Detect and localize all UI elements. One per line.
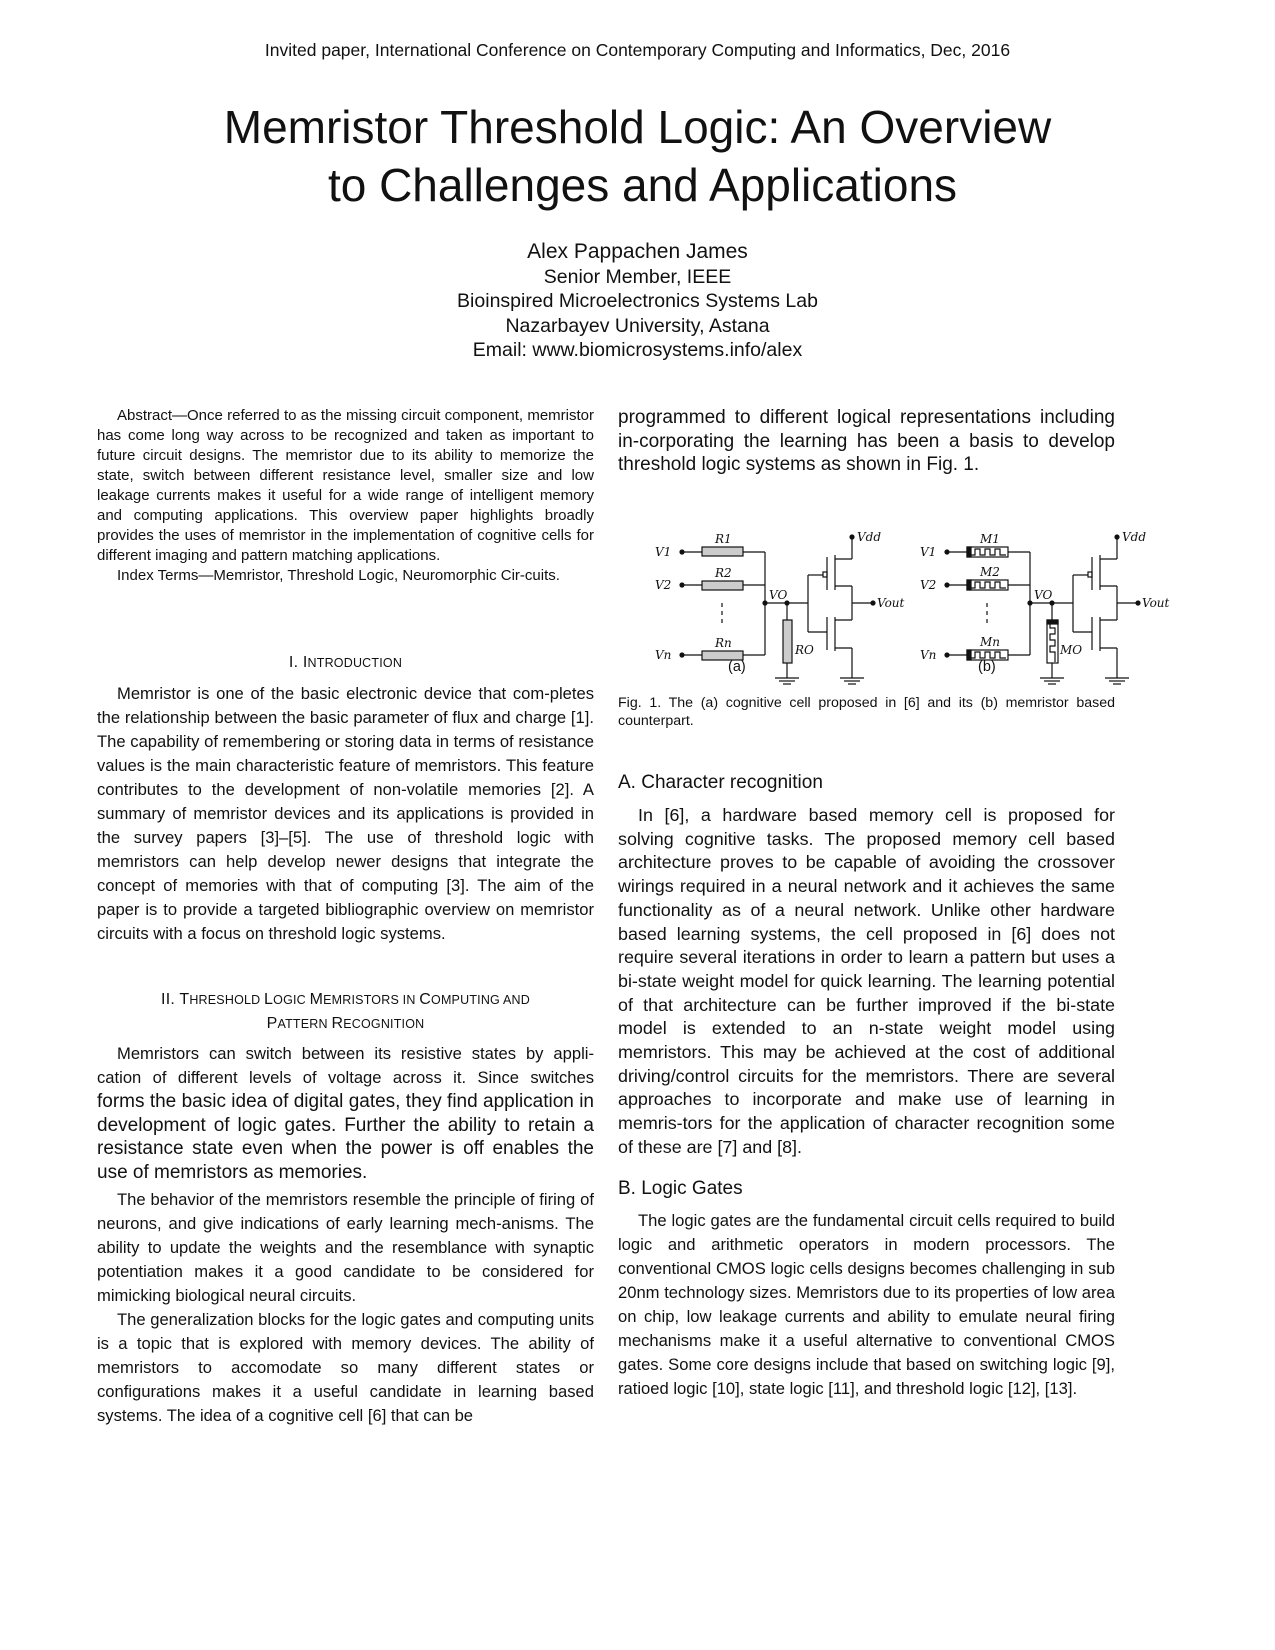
resistor-r2	[702, 581, 743, 590]
paper-title	[0, 98, 1275, 214]
heading-part: R	[331, 1015, 344, 1032]
subfigure-b-label: (b)	[978, 659, 996, 675]
heading-part: ATTERN	[277, 1017, 332, 1031]
circuit-a	[680, 535, 875, 684]
heading-line-1	[97, 988, 594, 1012]
author-lab: Bioinspired Microelectronics Systems Lab	[457, 290, 818, 312]
section-a-body	[618, 804, 1115, 1160]
circuit-a-labels	[655, 530, 905, 662]
circuit-b-labels	[920, 530, 1170, 662]
memristor-mo	[1047, 620, 1058, 663]
label: V2	[920, 578, 937, 592]
subfigure-a-label: (a)	[728, 659, 746, 675]
resistor-r1	[702, 547, 743, 556]
author-email: Email: www.biomicrosystems.info/alex	[472, 339, 803, 361]
label: M1	[980, 532, 1000, 546]
heading-line-2	[97, 1012, 594, 1036]
label: RO	[795, 643, 814, 657]
label: V1	[655, 545, 672, 559]
label: Vn	[655, 648, 672, 662]
heading-part: II. T	[161, 991, 190, 1008]
paragraph: programmed to different logical representations including in-corporating the learning has been a basis to develop threshold logic systems as shown in Fig. 1.	[618, 407, 1115, 475]
paragraph: forms the basic idea of digital gates, they find application in development of logic gates. Further the ability to retain a resistance state even when the power is off enables the use of memristors as memories.	[97, 1091, 594, 1183]
title-line-2: to Challenges and Applications	[327, 159, 958, 211]
label: VO	[1034, 588, 1053, 602]
abstract-text: Abstract—Once referred to as the missing circuit component, memristor has come long way across to be recognized and taken as important to future circuit designs. The memristor due to its ability to memorize the state, switch between different resistance level, smaller size and low leakage currents makes it useful for a wide range of intelligent memory and computing applications. This overview paper highlights broadly provides the uses of memristor in the implementation of cognitive cells for different imaging and pattern matching applications.	[97, 407, 594, 564]
paragraph: The logic gates are the fundamental circuit cells required to build logic and arithmetic operators in modern processors. The conventional CMOS logic cells designs becomes challenging in sub 20nm technology sizes. Memristors due to its properties of low area on chip, low leakage currents and ability to emulate neural firing mechanisms make it a useful alternative to conventional CMOS gates. Some core designs include that based on switching logic [9], ratioed logic [10], state logic [11], and threshold logic [12], [13].	[618, 1211, 1115, 1398]
paragraph: Memristor is one of the basic electronic device that com-pletes the relationship between the basic parameter of flux and charge [1]. The capability of remembering or storing data in terms of resistance values is the main characteristic feature of memristors. This feature contributes to the development of non-volatile memories [2]. A summary of memristor devices and its applications is provided in the survey papers [3]–[5]. The use of threshold logic with memristors can help develop newer designs that integrate the concept of memories with that of computing [3]. The aim of the paper is to provide a targeted bibliographic overview on memristor circuits with a focus on threshold logic systems.	[97, 684, 594, 943]
heading-part: P	[266, 1015, 278, 1032]
author-university: Nazarbayev University, Astana	[505, 314, 770, 337]
label: Vout	[877, 596, 905, 610]
section-b-body	[618, 1209, 1115, 1401]
heading-part: M	[309, 991, 324, 1008]
figure-1-caption: Fig. 1. The (a) cognitive cell proposed in [6] and its (b) memristor based counterpart.	[618, 695, 1115, 729]
index-terms: Index Terms—Memristor, Threshold Logic, Neuromorphic Cir-cuits.	[117, 567, 560, 584]
running-header: Invited paper, International Conference on Contemporary Computing and Informatics, Dec, 2016	[264, 40, 1011, 60]
section-1-heading	[97, 654, 594, 672]
circuit-b	[945, 535, 1140, 684]
heading-part: I. I	[288, 654, 308, 671]
label: V1	[920, 545, 937, 559]
resistor-ro	[783, 620, 792, 663]
label: Vdd	[857, 530, 882, 544]
heading-part: NTRODUCTION	[307, 656, 403, 670]
abstract	[97, 406, 594, 586]
paragraph: The behavior of the memristors resemble the principle of firing of neurons, and give indications of early learning mech-anisms. The ability to update the weights and the resemblance with synaptic potentiation makes it a good candidate to be considered for mimicking biological neural circuits.	[97, 1190, 594, 1305]
label: Vn	[920, 648, 937, 662]
label: V2	[655, 578, 672, 592]
label: Rn	[715, 636, 732, 650]
heading-part: OMPUTING AND	[431, 993, 530, 1007]
heading-part: EMRISTORS IN	[323, 993, 420, 1007]
memristor-m2	[967, 580, 1008, 590]
label: VO	[769, 588, 788, 602]
label: Vdd	[1122, 530, 1147, 544]
heading-part: L	[264, 991, 274, 1008]
memristor-m1	[967, 547, 1008, 557]
heading-part: HRESHOLD	[189, 993, 265, 1007]
section-a-heading: A. Character recognition	[618, 772, 823, 793]
title-line-1: Memristor Threshold Logic: An Overview	[223, 101, 1052, 153]
heading-part: C	[419, 991, 432, 1008]
heading-part: OGIC	[273, 993, 310, 1007]
section-2-heading	[97, 988, 594, 1036]
section-2-body	[97, 1042, 594, 1428]
paragraph: Memristors can switch between its resistive states by appli-cation of different levels of voltage across it. Since switches	[97, 1044, 594, 1087]
heading-part: ECOGNITION	[343, 1017, 425, 1031]
author-grade: Senior Member, IEEE	[543, 265, 732, 288]
section-1-body	[97, 682, 594, 946]
label: Vout	[1142, 596, 1170, 610]
paragraph: The generalization blocks for the logic gates and computing units is a topic that is explored with memory devices. The ability of memristors to accomodate so many different states or configurations makes it a useful candidate in learning based systems. The idea of a cognitive cell [6] that can be	[97, 1310, 594, 1425]
author-block	[0, 240, 1275, 363]
figure-1-circuit	[615, 495, 1175, 685]
label: R1	[715, 532, 732, 546]
label: Mn	[980, 635, 1001, 649]
author-name: Alex Pappachen James	[527, 240, 748, 263]
label: M2	[980, 565, 1000, 579]
right-column-intro	[618, 406, 1115, 477]
paragraph: In [6], a hardware based memory cell is proposed for solving cognitive tasks. The proposed memory cell based architecture proves to be capable of avoiding the crossover wirings required in a neural network and it achieves the same functionality as of a neural network. Unlike other hardware based learning systems, the cell proposed in [6] does not require several iterations in order to learn a pattern but uses a bi-state weight model for quick learning. The learning potential of that architecture can be further improved if the bi-state model is extended to an n-state weight model using memristors. This may be achieved at the cost of additional driving/control circuits for the memristors. There are several approaches to incorporate and make use of learning in memris-tors for the application of character recognition some of these are [7] and [8].	[618, 805, 1115, 1157]
label: R2	[715, 566, 732, 580]
section-b-heading: B. Logic Gates	[618, 1178, 743, 1199]
label: MO	[1060, 643, 1083, 657]
